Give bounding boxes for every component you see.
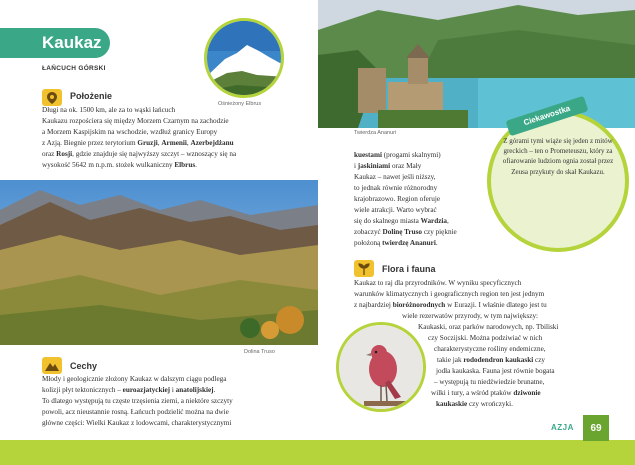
flora-text-l8: takie jak rododendron kaukaski czy	[437, 356, 545, 364]
flora-text-l10: – występują tu niedźwiedzie brunatne,	[434, 378, 545, 386]
elbrus-photo	[204, 18, 284, 98]
flora-text-l9: jodła kaukaska. Fauna jest równie bogata	[436, 367, 555, 375]
page-title: Kaukaz	[42, 33, 102, 52]
flora-text-l6: czy Soczijski. Można podziwiać w nich	[428, 334, 543, 342]
footer-section-label: AZJA	[551, 423, 574, 432]
elbrus-caption: Ośnieżony Elbrus	[218, 101, 262, 107]
flora-text-l5: Kaukaski, oraz parków narodowych, np. Tbiliski	[418, 323, 559, 331]
curiosity-label: Ciekawostka	[506, 96, 589, 137]
page-number: 69	[583, 415, 609, 441]
ananuri-caption: Twierdza Ananuri	[354, 130, 397, 136]
location-pin-icon	[42, 89, 62, 106]
mountain-icon	[42, 357, 62, 374]
curiosity-text: Z górami tymi wiąże się jeden z mitów greckich – ten o Prometeuszu, który za ofiarowanie ludziom ognia został przez Zeusa przykuty do skał Kaukazu.	[502, 137, 614, 176]
flora-heading: Flora i fauna	[382, 264, 436, 274]
flora-text-l7: charakterystyczne rośliny endemiczne,	[434, 345, 546, 353]
location-text: Długi na ok. 1500 km, ale za to wąski łańcuch Kaukazu rozpościera się między Morzem Czarnym na zachodzie a Morzem Kaspijskim na wschodzie, wzdłuż granicy Europy z Azją. Biegnie przez terytorium Gruzji, Armenii, Azerbejdżanu oraz Rosji, gdzie znajduje się najwyższy szczyt – wznoszący się na wysokość 5642 m n.p.m. stożek wulkaniczny Elbrus.	[42, 106, 237, 169]
continued-text: kuestami (progami skalnymi) i jaskiniami oraz Mały Kaukaz – nawet jeśli niższy, to jednak równie różnorodny krajobrazowo. Region oferuje wiele atrakcji. Warto wybrać się do skalnego miasta Wardzia, zobaczyć Dolinę Truso czy pięknie położoną twierdzę Ananuri.	[354, 151, 457, 247]
flora-text-l11: wilki i tury, a wśród ptaków dziwonie	[431, 389, 541, 397]
truso-caption: Dolina Truso	[244, 349, 275, 355]
truso-valley-photo	[0, 180, 318, 345]
features-text: Młody i geologicznie złożony Kaukaz w dalszym ciągu podlega kolizji płyt tektonicznych – euroazjatyckiej i anatolijskiej. To dlatego występują tu częste trzęsienia ziemi, a niektóre szczyty powoli, acz nieustannie rosną. Łańcuch podzielić można na dwie główne części: Wielki Kaukaz z lodowcami, charakterystycznymi	[42, 375, 233, 427]
footer-bar-right	[318, 440, 635, 465]
flora-text-l12: kaukaskie czy wrończyki.	[436, 400, 513, 408]
footer-bar-left	[0, 440, 318, 465]
location-heading: Położenie	[70, 91, 113, 101]
flora-text-top: Kaukaz to raj dla przyrodników. W wyniku specyficznych warunków klimatycznych i geograficznych region ten jest jednym z najbardziej bioróżnorodnych w Eurazji. I właśnie dlatego jest tu	[354, 279, 547, 309]
features-heading: Cechy	[70, 361, 98, 371]
leaf-icon	[354, 260, 374, 277]
flora-text-l4: wiele rezerwatów przyrody, w tym największy:	[402, 312, 539, 320]
bird-photo	[336, 322, 426, 412]
page-subtitle: ŁAŃCUCH GÓRSKI	[42, 65, 106, 72]
